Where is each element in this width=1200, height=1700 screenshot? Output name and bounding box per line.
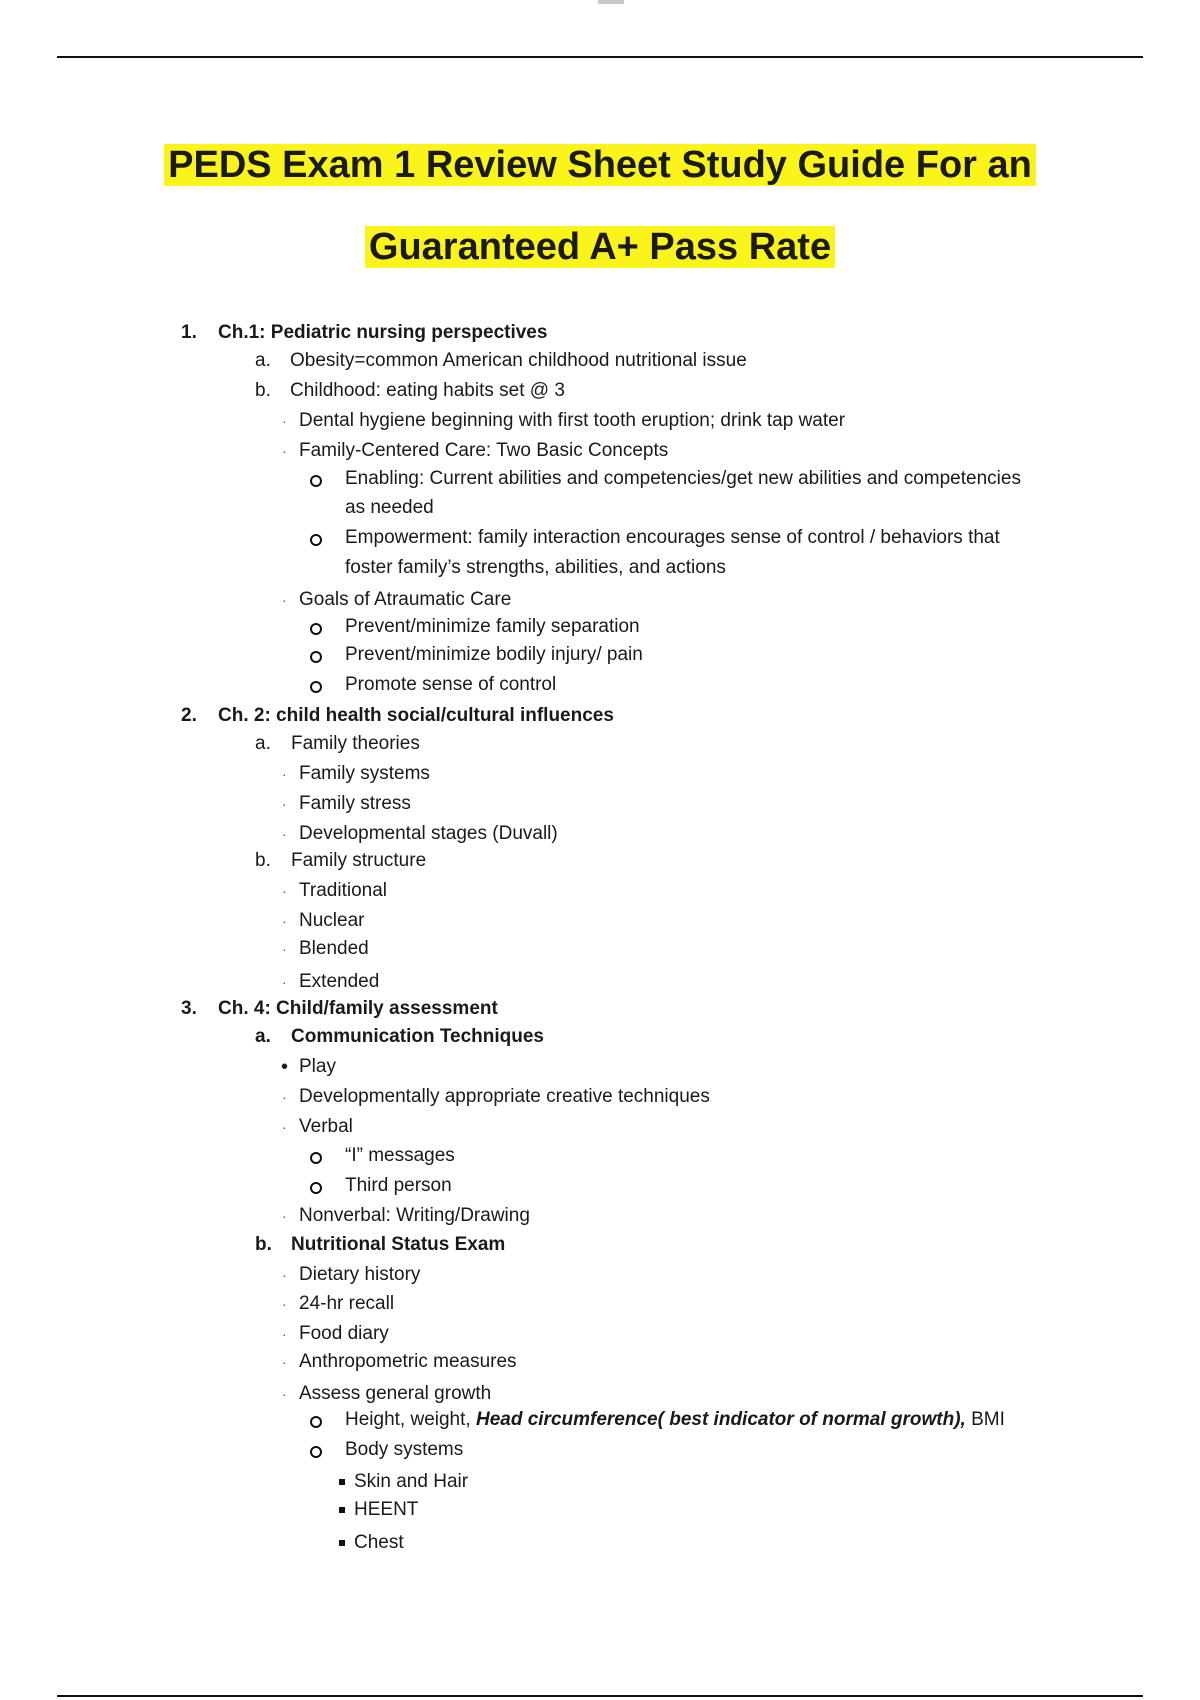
- bullet-dot-icon: ·: [282, 826, 287, 842]
- bullet-square-icon: [339, 1507, 345, 1513]
- bullet-dot-icon: •: [281, 1056, 289, 1078]
- bullet-circle-icon: [310, 651, 322, 663]
- bullet-dot-icon: ·: [282, 443, 287, 459]
- bullet-circle-icon: [310, 475, 322, 487]
- bullet-circle-icon: [310, 534, 322, 546]
- bullet-dot-icon: ·: [282, 1089, 287, 1105]
- bullet-dot-icon: ·: [282, 413, 287, 429]
- bullet-dot-icon: ·: [282, 796, 287, 812]
- bullet-circle-icon: [310, 1182, 322, 1194]
- bullet-dot-icon: ·: [282, 1296, 287, 1312]
- emphasis-text: Head circumference( best indicator of normal growth),: [475, 1409, 966, 1430]
- bullet-dot-icon: ·: [282, 974, 287, 990]
- page-top-mark: [598, 0, 624, 4]
- bullet-circle-icon: [310, 681, 322, 693]
- bullet-circle-icon: [310, 1446, 322, 1458]
- bullet-dot-icon: ·: [282, 913, 287, 929]
- document-title-line-2: Guaranteed A+ Pass Rate: [0, 219, 1200, 275]
- bullet-circle-icon: [310, 1152, 322, 1164]
- bullet-dot-icon: ·: [282, 766, 287, 782]
- bullet-dot-icon: ·: [282, 941, 287, 957]
- bullet-dot-icon: ·: [282, 592, 287, 608]
- bullet-dot-icon: ·: [282, 1208, 287, 1224]
- bullet-dot-icon: ·: [282, 1386, 287, 1402]
- bullet-dot-icon: ·: [282, 1119, 287, 1135]
- bullet-square-icon: [339, 1479, 345, 1485]
- bullet-dot-icon: ·: [282, 1267, 287, 1283]
- bullet-square-icon: [339, 1540, 345, 1546]
- document-title-line-1: PEDS Exam 1 Review Sheet Study Guide For an: [0, 137, 1200, 193]
- bullet-dot-icon: ·: [282, 1354, 287, 1370]
- footer-rule: [57, 1695, 1143, 1697]
- bullet-dot-icon: ·: [282, 1326, 287, 1342]
- bullet-circle-icon: [310, 623, 322, 635]
- bullet-circle-icon: [310, 1416, 322, 1428]
- bullet-dot-icon: ·: [282, 883, 287, 899]
- header-rule: [57, 56, 1143, 58]
